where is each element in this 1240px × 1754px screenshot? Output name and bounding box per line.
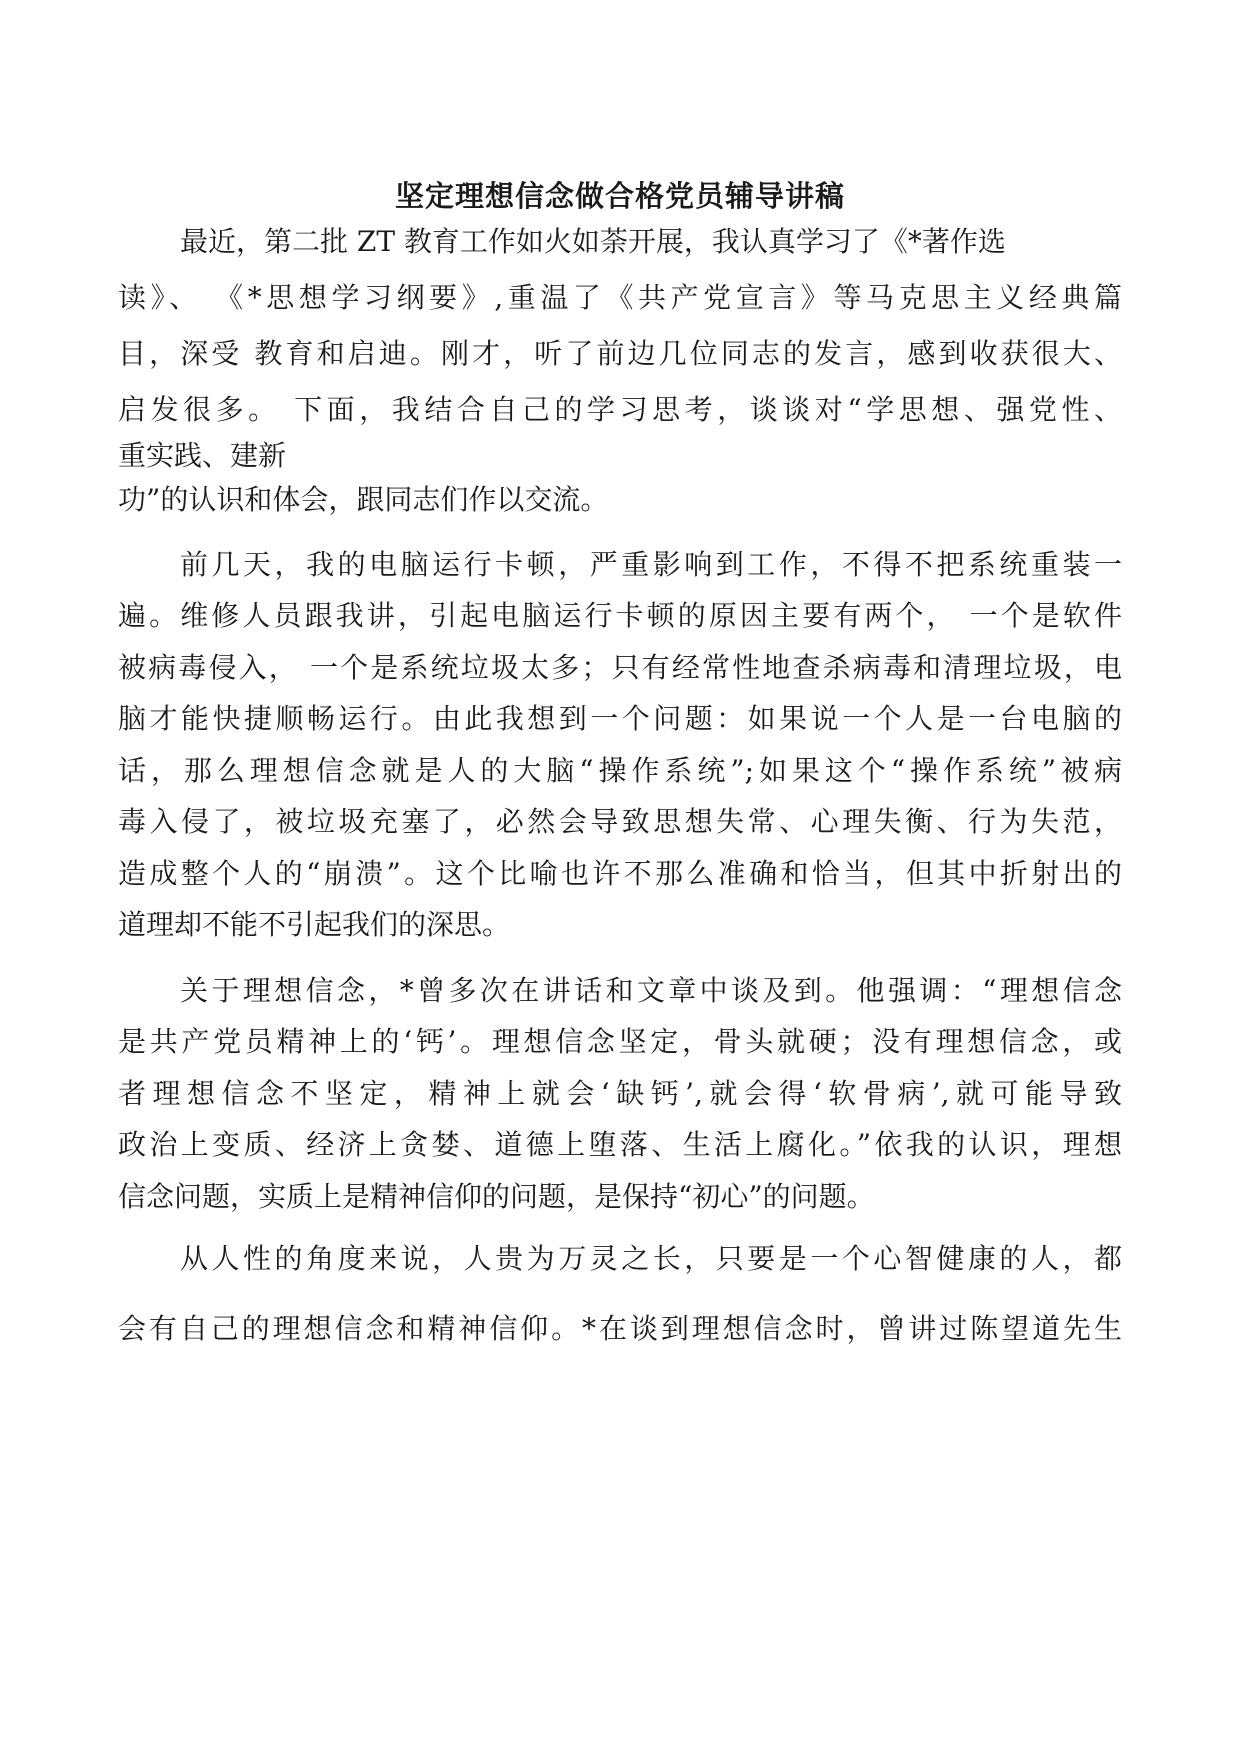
paragraph-line: 政治上变质、经济上贪婪、道德上堕落、生活上腐化。”依我的认识，理想 bbox=[118, 1128, 1122, 1161]
paragraph-line: 话，那么理想信念就是人的大脑“操作系统”;如果这个“操作系统”被病 bbox=[118, 754, 1122, 787]
paragraph-line: 道理却不能不引起我们的深思。 bbox=[118, 908, 511, 941]
paragraph-line: 启发很多。 下面，我结合自己的学习思考，谈谈对“学思想、强党性、 bbox=[118, 393, 1122, 426]
paragraph-line: 关于理想信念，*曾多次在讲话和文章中谈及到。他强调：“理想信念 bbox=[180, 974, 1122, 1007]
paragraph-line: 造成整个人的“崩溃”。这个比喻也许不那么准确和恰当，但其中折射出的 bbox=[118, 857, 1122, 890]
paragraph-line: 毒入侵了，被垃圾充塞了，必然会导致思想失常、心理失衡、行为失范， bbox=[118, 805, 1122, 838]
paragraph-line: 从人性的角度来说，人贵为万灵之长，只要是一个心智健康的人，都 bbox=[180, 1242, 1122, 1275]
paragraph-line: 最近，第二批 ZT 教育工作如火如荼开展，我认真学习了《*著作选 bbox=[180, 225, 1006, 258]
paragraph-line: 是共产党员精神上的‘钙’。理想信念坚定，骨头就硬；没有理想信念，或 bbox=[118, 1025, 1122, 1058]
paragraph-line: 信念问题，实质上是精神信仰的问题，是保持“初心”的问题。 bbox=[118, 1180, 875, 1213]
paragraph-line: 者理想信念不坚定，精神上就会‘缺钙’,就会得‘软骨病’,就可能导致 bbox=[118, 1077, 1122, 1110]
paragraph-line: 前几天，我的电脑运行卡顿，严重影响到工作，不得不把系统重装一 bbox=[180, 548, 1122, 581]
paragraph-line: 功”的认识和体会，跟同志们作以交流。 bbox=[118, 483, 609, 516]
paragraph-line: 读》、 《*思想学习纲要》,重温了《共产党宣言》等马克思主义经典篇 bbox=[118, 281, 1122, 314]
paragraph-line: 被病毒侵入， 一个是系统垃圾太多；只有经常性地查杀病毒和清理垃圾，电 bbox=[118, 651, 1122, 684]
paragraph-line: 目，深受 教育和启迪。刚才，听了前边几位同志的发言，感到收获很大、 bbox=[118, 337, 1122, 370]
paragraph-line: 遍。维修人员跟我讲，引起电脑运行卡顿的原因主要有两个， 一个是软件 bbox=[118, 599, 1122, 632]
paragraph-line: 会有自己的理想信念和精神信仰。*在谈到理想信念时，曾讲过陈望道先生 bbox=[118, 1312, 1122, 1345]
document-title: 坚定理想信念做合格党员辅导讲稿 bbox=[394, 179, 845, 213]
paragraph-line: 脑才能快捷顺畅运行。由此我想到一个问题：如果说一个人是一台电脑的 bbox=[118, 702, 1122, 735]
paragraph-line: 重实践、建新 bbox=[118, 439, 287, 472]
